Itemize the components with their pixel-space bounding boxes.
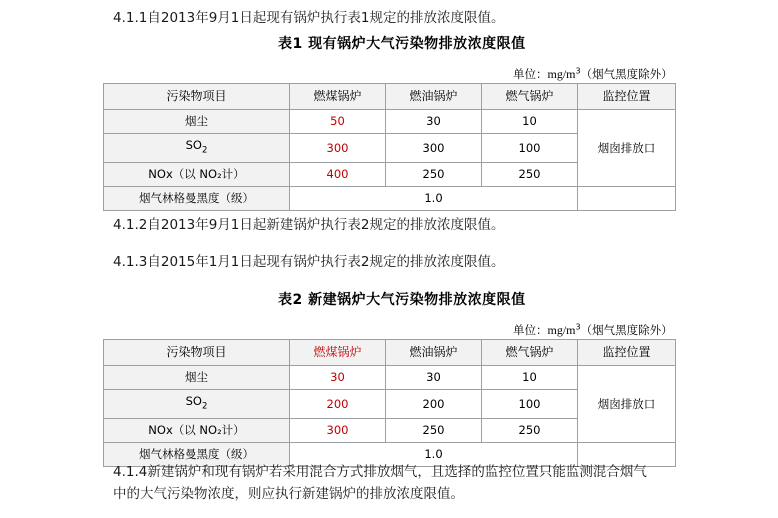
table2-row1-oil: 30 <box>386 366 482 390</box>
table2-row2-oil: 200 <box>386 390 482 419</box>
table-new-boiler-limits <box>103 339 676 467</box>
table1-unit-sup: 3 <box>575 66 581 76</box>
table1-row3-gas: 250 <box>482 163 578 187</box>
table2-row2-gas: 100 <box>482 390 578 419</box>
table1-row1-name: 烟尘 <box>104 110 290 134</box>
table1-row2-oil: 300 <box>386 134 482 163</box>
table-existing-boiler-limits <box>103 83 676 211</box>
table-row <box>104 340 676 366</box>
table-row <box>104 84 676 110</box>
table2-unit-note <box>513 322 673 338</box>
table2-header-pollutant: 污染物项目 <box>104 340 290 366</box>
table2-row2-name: $SO_2$ <box>104 390 290 419</box>
table-row <box>104 110 676 134</box>
table1-row2-name: $SO_2$ <box>104 134 290 163</box>
table1-row2-gas: 100 <box>482 134 578 163</box>
table2-caption: 表2 新建锅炉大气污染物排放浓度限值 <box>278 292 526 308</box>
table2-unit-sup: 3 <box>575 322 581 332</box>
table1-row3-oil: 250 <box>386 163 482 187</box>
table2-unit-label: 单位： <box>513 323 548 337</box>
paragraph-4-1-1: 4.1.1自2013年9月1日起现有锅炉执行表1规定的排放浓度限值。 <box>113 10 505 26</box>
table2-row3-oil: 250 <box>386 419 482 443</box>
table1-caption: 表1 现有锅炉大气污染物排放浓度限值 <box>278 36 526 52</box>
table2-row3-gas: 250 <box>482 419 578 443</box>
table1-header-coal: 燃煤锅炉 <box>290 84 386 110</box>
table2-row3-name: NOx（以 NO₂计） <box>104 419 290 443</box>
table1-unit-note <box>513 66 673 82</box>
table2-row4-value: 1.0 <box>290 443 578 467</box>
table2-row2-coal: 200 <box>290 390 386 419</box>
table2-monitor-position: 烟囱排放口 <box>578 366 676 443</box>
paragraph-4-1-4-line1: 4.1.4新建锅炉和现有锅炉若采用混合方式排放烟气，且选择的监控位置只能监测混合烟气 <box>113 464 647 480</box>
paragraph-4-1-3: 4.1.3自2015年1月1日起现有锅炉执行表2规定的排放浓度限值。 <box>113 254 505 270</box>
table1-row1-coal: 50 <box>290 110 386 134</box>
table1-header-oil: 燃油锅炉 <box>386 84 482 110</box>
table2-unit-value: mg/m <box>547 323 576 337</box>
table1-row4-name: 烟气林格曼黑度（级） <box>104 187 290 211</box>
paragraph-4-1-4 <box>113 462 673 505</box>
table1-unit-label: 单位： <box>513 67 548 81</box>
table2-unit-exception: （烟气黑度除外） <box>580 323 673 337</box>
table2-row3-coal: 300 <box>290 419 386 443</box>
table2-header-oil: 燃油锅炉 <box>386 340 482 366</box>
table1-monitor-position: 烟囱排放口 <box>578 110 676 187</box>
table1-unit-value: mg/m <box>547 67 576 81</box>
table2-row4-name: 烟气林格曼黑度（级） <box>104 443 290 467</box>
table2-header-position: 监控位置 <box>578 340 676 366</box>
table-row <box>104 366 676 390</box>
table-row <box>104 187 676 211</box>
table1-row4-value: 1.0 <box>290 187 578 211</box>
table1-row1-gas: 10 <box>482 110 578 134</box>
table2-row1-gas: 10 <box>482 366 578 390</box>
table1-header-pollutant: 污染物项目 <box>104 84 290 110</box>
paragraph-4-1-2: 4.1.2自2013年9月1日起新建锅炉执行表2规定的排放浓度限值。 <box>113 217 505 233</box>
table1-header-position: 监控位置 <box>578 84 676 110</box>
table1-row3-name: NOx（以 NO₂计） <box>104 163 290 187</box>
paragraph-4-1-4-line2: 中的大气污染物浓度，则应执行新建锅炉的排放浓度限值。 <box>113 485 464 502</box>
table1-row4-blank <box>578 187 676 211</box>
table1-row3-coal: 400 <box>290 163 386 187</box>
table1-row2-coal: 300 <box>290 134 386 163</box>
table2-header-gas: 燃气锅炉 <box>482 340 578 366</box>
table2-header-coal: 燃煤锅炉 <box>290 340 386 366</box>
table1-header-gas: 燃气锅炉 <box>482 84 578 110</box>
table2-row1-name: 烟尘 <box>104 366 290 390</box>
table2-row1-coal: 30 <box>290 366 386 390</box>
table1-unit-exception: （烟气黑度除外） <box>580 67 673 81</box>
table1-row1-oil: 30 <box>386 110 482 134</box>
